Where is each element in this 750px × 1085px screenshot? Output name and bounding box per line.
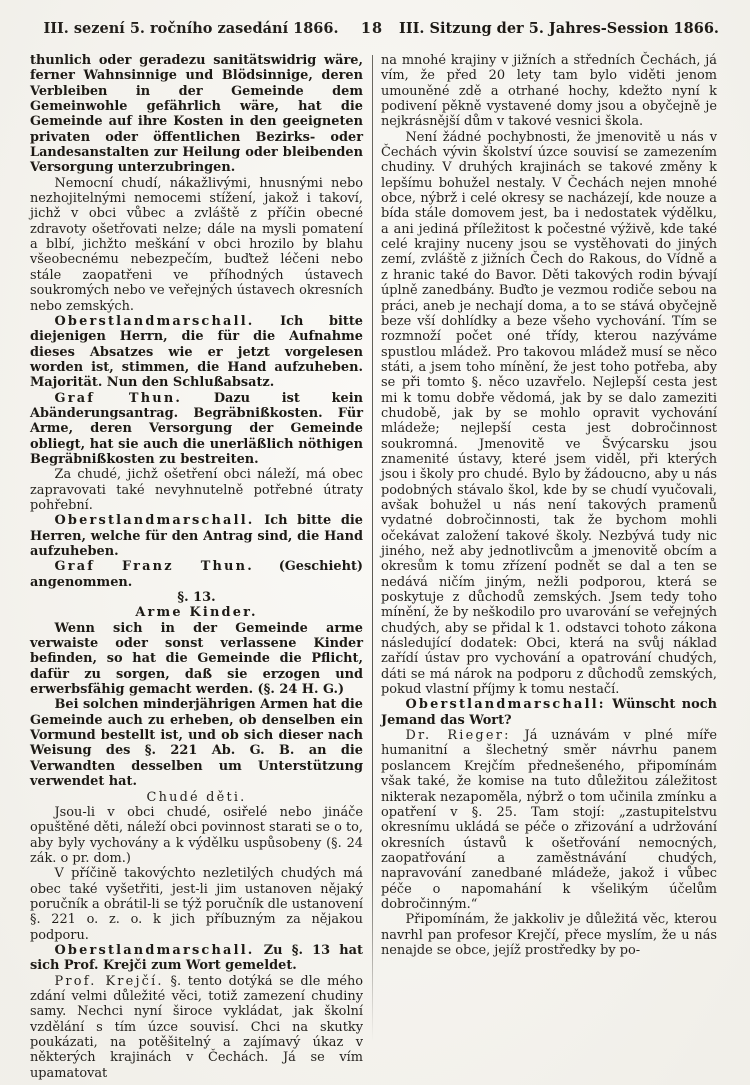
paragraph-text: (Geschieht) angenommen. [30,559,363,590]
speaker-name: Oberstlandmarschall. [54,513,255,529]
paragraph-text: Wünscht noch Jemand das Wort? [381,697,717,728]
paragraph-text: Ich bitte diejenigen Herrn, die für die Aufnahme dieses Absatzes wie er jetzt vorgelesen worden ist, stimmen, die Hand aufzuheben. Majorität. Nun den Schlußabsatz. [30,313,363,391]
left-column [30,53,363,1081]
paragraph [381,697,717,728]
paragraph-text: Jsou-li v obci chudé, osiřelé nebo jináče opuštěné děti, náleží obci povinnost starati se o to, aby byly vychovány a k výdělku uspůsobeny (§. 24 zák. o pr. dom.) [30,804,363,866]
paragraph [30,974,363,1081]
paragraph-text: V příčině takovýchto nezletilých chudých má obec také vyšetřiti, jest-li jim ustanoven nějaký poručník a obrátil-li se týž poručník dle ustanovení §. 221 o. z. o. k jich příbuzným za nějakou podporu. [30,866,363,943]
section-heading [30,605,363,620]
column-divider [372,55,373,1041]
text-body [30,53,726,1081]
paragraph-text: Ich bitte die Herren, welche für den Antrag sind, die Hand aufzuheben. [30,513,363,559]
paragraph-text: Za chudé, jichž ošetření obci náleží, má obec zapravovati také nevyhnutelně potřebné útraty pohřební. [30,467,363,513]
paragraph-text: Wenn sich in der Gemeinde arme verwaiste oder sonst verlassene Kinder befinden, so hat die Gemeinde die Pflicht, dafür zu sorgen, daß sie erzogen und erwerbsfähig gemacht werden. (§. 24 H. G.) [30,620,363,698]
paragraph [30,943,363,974]
paragraph-text: Nemocní chudí, nákažlivými, hnusnými nebo nezhojitelnými nemocemi stížení, jakož i takoví, jichž v obci vůbec a zvláště z příčin obecné zdravoty ošetřovati nelze; dále na mysli pomatení a blbí, jichžto meškání v obci hrozilo by blahu všeobecnému nebezpečím, buďtež léčeni nebo stále zaopatřeni ve příhodných ústavech soukromých nebo ve veřejných ústavech okresních nebo zemských. [30,175,363,314]
lead-gap [254,513,264,528]
paragraph [30,53,363,176]
header-right-title: III. Sitzung der 5. Jahres-Session 1866. [399,20,719,37]
speaker-name: Chudé děti. [146,789,247,805]
speaker-name: Graf Franz Thun. [54,559,254,575]
paragraph [381,53,717,130]
lead-gap [511,728,525,743]
paragraph [30,805,363,866]
section-heading [30,790,363,805]
paragraph-text: Připomínám, že jakkoliv je důležitá věc, kterou navrhl pan profesor Krejčí, přece myslím, že u nás nenajde se obce, jejíž prostředky by po- [381,912,717,958]
right-column [381,53,717,1081]
paragraph-text: Zu §. 13 hat sich Prof. Krejči zum Wort gemeldet. [30,942,363,974]
paragraph-text: §. tento dotýká se dle mého zdání velmi důležité věci, totiž zamezení chudiny samy. Nechci nyní široce vykládat, jak školní vzdělání s tím úzce souvisí. Chci na skutky poukázati, na potěšitelný a zajímavý úkaz v některých krajinách v Čechách. Já se vím upamatovat [30,973,364,1081]
paragraph-text: na mnohé krajiny v jižních a středních Čechách, já vím, že před 20 lety tam bylo viděti jenom umouněné zdě a otrhané hochy, kdežto nyní k podivení pěkně vystavené domy jsou a obyčejně je nejkrásnější dům v takové vesnici škola. [381,53,717,130]
header-left-title: III. sezení 5. ročního zasedání 1866. [43,20,339,37]
speaker-name: Oberstlandmarschall. [54,313,255,329]
lead-gap [254,314,280,329]
paragraph [30,559,363,590]
paragraph [30,314,363,391]
paragraph [30,590,363,605]
lead-gap [164,974,171,989]
paragraph [30,621,363,698]
paragraph-text: Není žádné pochybnosti, že jmenovitě u nás v Čechách vývin školství úzce souvisí se zamezením chudiny. V druhých krajinách se takové změny k lepšímu bohužel nestaly. V Čechách nejen mnohé obce, nýbrž i celé okresy se nacházejí, kde nouze a bída stále domovem jest, ba i nedostatek výdělku, a ani jediná příležitost k počestné výživě, kde také celé krajiny nuceny jsou se vystěhovati do jiných zemí, zvláště z jižních Čech do Rakous, do Vídně a z hranic také do Bavor. Děti takových rodin bývají úplně zanedbány. Buďto je vezmou rodiče sebou na práci, aneb je nechají doma, a to se stává obyčejně beze vší dohlídky a beze všeho vychování. Tím se rozmnoží počet oné třídy, kterou nazýváme spustlou mládež. Pro takovou mládež musí se něco státi, a jsem toho mínění, že jest toho potřeba, aby se při tomto §. něco uzavřelo. Nejlepší cesta jest mi k tomu dobře vědomá, jak by se dalo zameziti chudobě, jak by se mohlo opravit vychování mládeže; nejlepší cesta jest dobročinnost soukromná. Jmenovitě ve Švýcarsku jsou znamenité ústavy, které jsem viděl, při kterých jsou i školy pro chudé. Bylo by žádoucno, aby u nás podobných stávalo škol, kde by se chudí vyučovali, avšak bohužel u nás není takových pramenů vydatné dobročinnosti, tak že bychom mohli očekávat založení takové školy. Nezbývá tudy nic jiného, než aby jednotlivcům a jmenovitě obcím a okresům k tomu zřízení podnět se dal a ten se nedává ničím jiným, nežli podporou, která se poskytuje z důchodů zemských. Jsem tedy toho mínění, že by neškodilo pro uvarování se veřejných chudých, aby se přidal k 1. odstavci tohoto zákona následující dodatek: Obci, která na svůj náklad zařídí ústav pro vychování a opatrování chudých, dáti se má nárok na podporu z důchodů zemských, pokud vlastní příjmy k tomu nestačí. [381,129,717,698]
paragraph [30,866,363,943]
paragraph [30,513,363,559]
speaker-name: Arme Kinder. [135,605,258,621]
speaker-name: Dr. Rieger: [405,728,511,744]
paragraph-text: Dazu ist kein Abänderungsantrag. Begräbnißkosten. Für Arme, deren Versorgung der Gemeinde obliegt, hat sie auch die unerläßlich nöthigen Begräbnißkosten zu bestreiten. [30,390,363,467]
paragraph [381,728,717,912]
paragraph-text: §. 13. [177,590,216,606]
paragraph-text: Bei solchen minderjährigen Armen hat die Gemeinde auch zu erheben, ob denselben ein Vormund bestellt ist, und ob sich dieser nach Weisung des §. 221 Ab. G. B. an die Verwandten desselben um Unterstützung verwendet hat. [30,697,363,790]
speaker-name: Oberstlandmarschall: [405,697,606,713]
paragraph [30,391,363,468]
paragraph [30,467,363,513]
lead-gap [254,943,263,958]
paragraph [381,130,717,698]
paragraph [30,697,363,789]
speaker-name: Graf Thun. [54,390,183,406]
page-header [30,20,726,37]
paragraph [30,176,363,314]
page-number: 18 [360,20,384,37]
lead-gap [182,391,214,406]
paragraph-text: Já uznávám v plné míře humanitní a šlechetný směr návrhu panem poslancem Krejčím přednešeného, připomínám však také, že komise na tuto důležitou záležitost nikterak nezapoměla, nýbrž o tom učinila zmínku a opatření v §. 25. Tam stojí: „zastupitelstvu okresnímu ukládá se péče o zřizování a udržování okresních ústavů k ošetřování nemocných, zaopatřování a zaměstnávání chudých, napravování zanedbané mládeže, jakož i vůbec péče o napomahání k všelikým účelům dobročinným.“ [381,728,717,912]
speaker-name: Oberstlandmarschall. [54,942,255,958]
paragraph [381,912,717,958]
lead-gap [254,559,279,574]
paragraph-text: thunlich oder geradezu sanitätswidrig wäre, ferner Wahnsinnige und Blödsinnige, deren Verbleiben in der Gemeinde dem Gemeinwohle gefährlich wäre, hat die Gemeinde auf ihre Kosten in den geeigneten privaten oder öffentlichen Bezirks- oder Landesanstalten zur Heilung oder bleibenden Versorgung unterzubringen. [30,53,363,176]
speaker-name: Prof. Krejčí. [54,973,164,989]
